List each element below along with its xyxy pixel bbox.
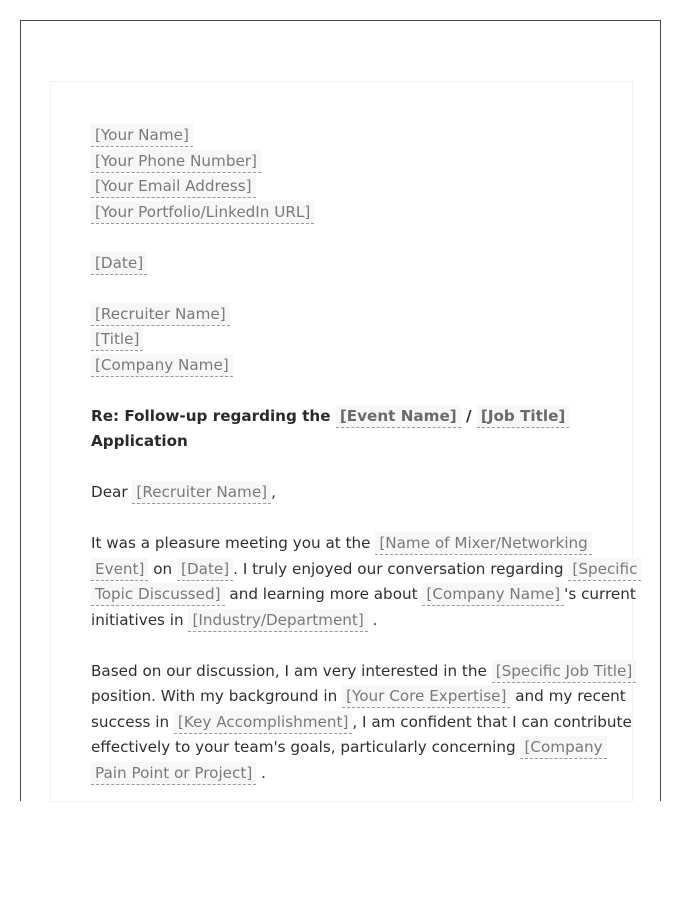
sender-portfolio-placeholder[interactable]: [Your Portfolio/LinkedIn URL] [91,201,314,224]
subject-job-placeholder[interactable]: [Job Title] [477,405,569,428]
p1-text-6: initiatives in [91,610,184,629]
core-expertise-placeholder[interactable]: [Your Core Expertise] [342,685,510,708]
p2-text-7: . [261,763,266,782]
pain-point-placeholder-cont[interactable]: Pain Point or Project] [91,762,256,785]
sender-name-placeholder[interactable]: [Your Name] [91,124,193,147]
accomplishment-placeholder[interactable]: [Key Accomplishment] [174,711,352,734]
sender-email-placeholder[interactable]: [Your Email Address] [91,175,256,198]
event-name-placeholder[interactable]: [Name of Mixer/Networking [375,532,591,555]
pain-point-placeholder[interactable]: [Company [520,736,606,759]
p2-text-1: Based on our discussion, I am very interested in the [91,661,487,680]
subject-separator: / [466,406,472,425]
p2-text-4: success in [91,712,170,731]
recipient-company-placeholder[interactable]: [Company Name] [91,354,233,377]
recipient-title-placeholder[interactable]: [Title] [91,328,143,351]
event-name-placeholder-cont[interactable]: Event] [91,558,148,581]
letter-content [91,123,638,812]
subject-event-placeholder[interactable]: [Event Name] [336,405,461,428]
company-name-placeholder[interactable]: [Company Name] [422,583,564,606]
salutation-dear: Dear [91,483,128,501]
p2-text-6: effectively to your team's goals, particularly concerning [91,738,516,756]
sender-phone-placeholder[interactable]: [Your Phone Number] [91,150,261,173]
paragraph-1 [91,531,638,633]
p2-text-5: , I am confident that I can contribute [352,712,632,731]
meeting-date-placeholder[interactable]: [Date] [177,558,233,581]
p1-text-3: . I truly enjoyed our conversation regarding [233,559,564,578]
p1-text-5: 's current [564,585,636,603]
p2-text-2: position. With my background in [91,687,338,705]
subject-line [91,404,601,455]
document-page [20,20,661,801]
recipient-block [91,302,601,379]
job-title-placeholder[interactable]: [Specific Job Title] [492,660,637,683]
sender-block [91,123,601,225]
p2-text-3: and my recent [515,687,626,705]
topic-placeholder[interactable]: [Specific [568,558,641,581]
p1-text-1: It was a pleasure meeting you at the [91,534,371,552]
date-block [91,251,601,277]
letter-body [50,81,638,802]
recipient-name-placeholder[interactable]: [Recruiter Name] [91,303,230,326]
p1-text-2: on [153,559,173,578]
salutation [91,480,601,506]
salutation-name-placeholder[interactable]: [Recruiter Name] [132,481,271,504]
salutation-comma: , [271,483,276,501]
industry-placeholder[interactable]: [Industry/Department] [188,609,367,632]
p1-text-4: and learning more about [229,585,418,603]
topic-placeholder-cont[interactable]: Topic Discussed] [91,583,225,606]
subject-prefix: Re: Follow-up regarding the [91,406,331,425]
p1-text-7: . [372,610,378,629]
paragraph-2 [91,659,633,787]
date-placeholder[interactable]: [Date] [91,252,147,275]
subject-suffix: Application [91,432,188,450]
